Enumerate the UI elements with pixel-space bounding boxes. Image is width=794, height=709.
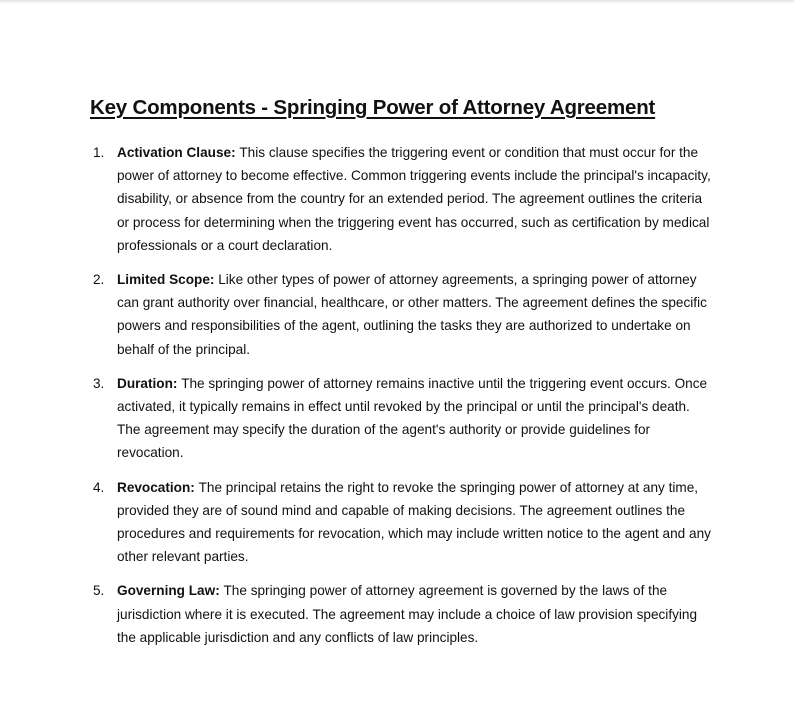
- list-item-term: Governing Law:: [117, 583, 224, 599]
- list-item-number: 3.: [93, 375, 105, 391]
- list-item-revocation: [90, 476, 715, 569]
- list-item-term: Duration:: [117, 375, 182, 391]
- list-item-duration: [90, 372, 715, 465]
- list-item-text: The springing power of attorney remains inactive until the triggering event occurs. Once activated, it typically remains in effect until revoked by the principal or until the principal's death. The agreement may specify the duration of the agent's authority or provide guidelines for revocation.: [117, 375, 708, 461]
- document-title: Key Components - Springing Power of Attorney Agreement: [90, 96, 656, 119]
- list-item-number: 2.: [93, 272, 105, 288]
- components-list: [90, 141, 715, 649]
- page-top-edge: [0, 0, 794, 3]
- list-item-text: Like other types of power of attorney agreements, a springing power of attorney can grant authority over financial, healthcare, or other matters. The agreement defines the specific powers and responsibilities of the agent, outlining the tasks they are authorized to undertake on behalf of the principal.: [117, 272, 707, 357]
- list-item-number: 5.: [93, 583, 105, 599]
- list-item-text: The principal retains the right to revoke the springing power of attorney at any time, provided they are of sound mind and capable of making decisions. The agreement outlines the procedures and requirements for revocation, which may include written notice to the agent and any other relevant parties.: [117, 479, 711, 565]
- list-item-limited-scope: [90, 268, 715, 361]
- list-item-term: Activation Clause:: [117, 145, 240, 160]
- list-item-number: 1.: [93, 145, 105, 160]
- list-item-number: 4.: [93, 479, 105, 495]
- list-item-text: This clause specifies the triggering event or condition that must occur for the power of attorney to become effective. Common triggering events include the principal's incapacity, disability, or absence from the country for an extended period. The agreement outlines the criteria or process for determining when the triggering event has occurred, such as certification by medical professionals or a court declaration.: [117, 145, 711, 253]
- list-item-governing-law: [90, 579, 715, 649]
- list-item-text: The springing power of attorney agreement is governed by the laws of the jurisdiction where it is executed. The agreement may include a choice of law provision specifying the applicable jurisdiction and any conflicts of law principles.: [117, 583, 698, 645]
- list-item-activation-clause: [90, 141, 715, 257]
- list-item-term: Limited Scope:: [117, 272, 219, 288]
- list-item-term: Revocation:: [117, 479, 199, 495]
- document-page: [90, 94, 715, 660]
